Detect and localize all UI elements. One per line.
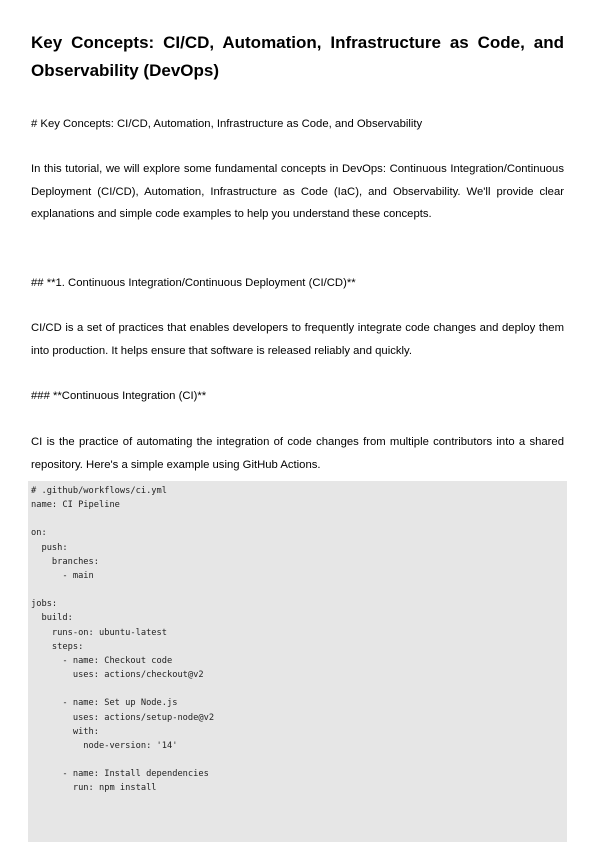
subsection-heading-ci: ### **Continuous Integration (CI)** — [31, 390, 207, 402]
markdown-heading-line: # Key Concepts: CI/CD, Automation, Infrastructure as Code, and Observability — [31, 118, 423, 130]
intro-paragraph: In this tutorial, we will explore some fundamental concepts in DevOps: Continuous Integration/Continuous Deployment (CI/CD), Automation, Infrastructure as Code (IaC), and Observability. We'll provide clear explanations and simple code examples to help you understand these concepts. — [31, 163, 564, 221]
cicd-paragraph: CI/CD is a set of practices that enables developers to frequently integrate code changes and deploy them into production. It helps ensure that software is released reliably and quickly. — [31, 322, 564, 357]
code-content: # .github/workflows/ci.yml name: CI Pipeline on: push: branches: - main jobs: build: runs-on: ubuntu-latest steps: - name: Checkout code uses: actions/checkout@v2 - name: Set up Node.js uses: actions/setup-node@v2 with: node-version: '14' - name: Install dependencies run: npm install — [31, 486, 215, 794]
page-title: Key Concepts: CI/CD, Automation, Infrastructure as Code, and Observability (DevOps) — [31, 33, 564, 80]
ci-paragraph: CI is the practice of automating the integration of code changes from multiple contributors into a shared repository. Here's a simple example using GitHub Actions. — [31, 436, 564, 471]
section-heading-cicd: ## **1. Continuous Integration/Continuous Deployment (CI/CD)** — [31, 277, 356, 289]
code-block — [28, 481, 567, 842]
